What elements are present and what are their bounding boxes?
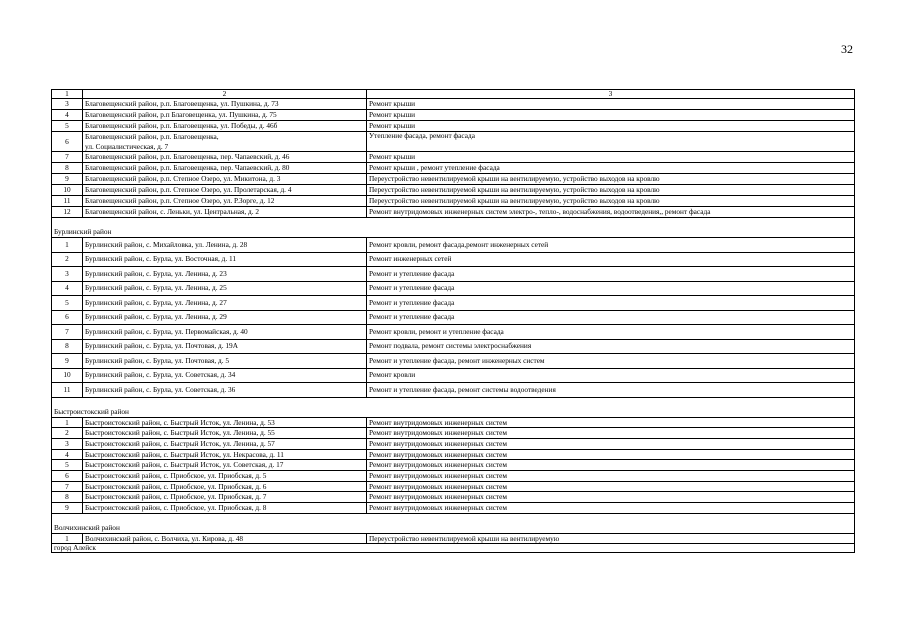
- row-address: Благовещенский район, р.п. Степное Озеро, ул. Р.Зорге, д. 12: [83, 196, 367, 207]
- row-number: 1: [52, 238, 83, 253]
- section-spacer: [52, 218, 855, 228]
- table-row: [52, 503, 855, 514]
- row-work: Ремонт инженерных сетей: [367, 252, 855, 267]
- section-spacer: [52, 397, 855, 407]
- section-title: Бурлинский район: [52, 227, 855, 238]
- row-number: 12: [52, 207, 83, 218]
- row-number: 3: [52, 438, 83, 449]
- row-address-line-1: Благовещенский район, р.п. Благовещенка,: [85, 132, 219, 142]
- row-address: Бурлинский район, с. Бурла, ул. Ленина, д. 29: [83, 310, 367, 325]
- table-row: [52, 281, 855, 296]
- row-work: Ремонт кровли, ремонт и утепление фасада: [367, 325, 855, 340]
- table-row: [52, 121, 855, 132]
- row-work: Ремонт внутридомовых инженерных систем: [367, 417, 855, 428]
- section-title: Волчихинский район: [52, 523, 855, 534]
- row-work: Ремонт и утепление фасада, ремонт инженерных систем: [367, 354, 855, 369]
- table-row: [52, 132, 855, 152]
- table-row: [52, 163, 855, 174]
- table-row: [52, 238, 855, 253]
- table-row: [52, 533, 855, 544]
- row-number: 6: [52, 470, 83, 481]
- row-address: Быстроистокский район, с. Приобское, ул. Приобская, д. 6: [83, 481, 367, 492]
- row-address: Бурлинский район, с. Бурла, ул. Почтовая, д. 19А: [83, 339, 367, 354]
- row-number: 11: [52, 196, 83, 207]
- row-number: 5: [52, 296, 83, 311]
- row-address: Бурлинский район, с. Бурла, ул. Советская, д. 34: [83, 368, 367, 383]
- table-row: [52, 110, 855, 121]
- row-work: Ремонт и утепление фасада: [367, 267, 855, 282]
- table-row: [52, 99, 855, 110]
- row-work: Утепление фасада, ремонт фасада: [367, 132, 855, 152]
- row-number: 11: [52, 383, 83, 398]
- section-spacer: [52, 513, 855, 523]
- row-number: 7: [52, 325, 83, 340]
- row-work: Ремонт внутридомовых инженерных систем: [367, 460, 855, 471]
- row-number: 10: [52, 368, 83, 383]
- row-address: Быстроистокский район, с. Приобское, ул. Приобская, д. 5: [83, 470, 367, 481]
- row-address: [83, 132, 367, 152]
- row-number: 8: [52, 339, 83, 354]
- row-address: Благовещенский район, р.п. Благовещенка, пер. Чапаевский, д. 80: [83, 163, 367, 174]
- table-row: [52, 267, 855, 282]
- row-work: Ремонт и утепление фасада: [367, 296, 855, 311]
- row-number: 5: [52, 121, 83, 132]
- row-number: 8: [52, 492, 83, 503]
- table-row: [52, 449, 855, 460]
- row-work: Ремонт внутридомовых инженерных систем: [367, 428, 855, 439]
- table-row: [52, 492, 855, 503]
- row-number: 5: [52, 460, 83, 471]
- row-work: Ремонт крыши: [367, 99, 855, 110]
- row-work: Ремонт внутридомовых инженерных систем: [367, 438, 855, 449]
- table-row: [52, 470, 855, 481]
- table-row: [52, 460, 855, 471]
- section-title: Быстроистокский район: [52, 407, 855, 418]
- row-work: Ремонт кровли, ремонт фасада,ремонт инженерных сетей: [367, 238, 855, 253]
- row-address: Быстроистокский район, с. Быстрый Исток, ул. Ленина, д. 57: [83, 438, 367, 449]
- table-row: [52, 296, 855, 311]
- row-work: Переустройство невентилируемой крыши на вентилируемую, устройство выходов на кровлю: [367, 196, 855, 207]
- row-address: Быстроистокский район, с. Быстрый Исток, ул. Советская, д. 17: [83, 460, 367, 471]
- row-number: 4: [52, 281, 83, 296]
- row-number: 6: [52, 132, 83, 152]
- row-work: Переустройство невентилируемой крыши на вентилируемую, устройство выходов на кровлю: [367, 174, 855, 185]
- header-col-3: 3: [367, 90, 855, 99]
- table-row: [52, 428, 855, 439]
- table-row: [52, 481, 855, 492]
- row-address: Быстроистокский район, с. Быстрый Исток, ул. Ленина, д. 53: [83, 417, 367, 428]
- table-row: [52, 252, 855, 267]
- section-title-row: [52, 544, 855, 553]
- row-address: Быстроистокский район, с. Быстрый Исток, ул. Некрасова, д. 11: [83, 449, 367, 460]
- section-spacer-row: [52, 218, 855, 228]
- section-spacer-row: [52, 397, 855, 407]
- header-col-1: 1: [52, 90, 83, 99]
- section-title-row: [52, 407, 855, 418]
- row-address: Быстроистокский район, с. Приобское, ул. Приобская, д. 8: [83, 503, 367, 514]
- row-work: Ремонт крыши: [367, 110, 855, 121]
- section-spacer-row: [52, 513, 855, 523]
- row-work: Ремонт и утепление фасада: [367, 310, 855, 325]
- row-address-line-2: ул. Социалистическая, д. 7: [85, 141, 169, 151]
- row-address: Благовещенский район, р.п. Благовещенка, ул. Победы, д. 46б: [83, 121, 367, 132]
- row-number: 2: [52, 252, 83, 267]
- row-number: 4: [52, 449, 83, 460]
- row-work: Ремонт внутридомовых инженерных систем: [367, 503, 855, 514]
- row-number: 9: [52, 354, 83, 369]
- row-work: Ремонт внутридомовых инженерных систем: [367, 492, 855, 503]
- row-address: Быстроистокский район, с. Приобское, ул. Приобская, д. 7: [83, 492, 367, 503]
- row-work: Переустройство невентилируемой крыши на вентилируемую, устройство выходов на кровлю: [367, 185, 855, 196]
- row-work: Ремонт внутридомовых инженерных систем: [367, 470, 855, 481]
- row-number: 8: [52, 163, 83, 174]
- row-address: Благовещенский район, р.п. Степное Озеро, ул. Пролетарская, д. 4: [83, 185, 367, 196]
- row-number: 3: [52, 267, 83, 282]
- row-work: Ремонт подвала, ремонт системы электроснабжения: [367, 339, 855, 354]
- table-row: [52, 325, 855, 340]
- header-col-2: 2: [83, 90, 367, 99]
- row-address: Бурлинский район, с. Бурла, ул. Ленина, д. 23: [83, 267, 367, 282]
- table-row: [52, 196, 855, 207]
- row-address: Благовещенский район, с. Леньки, ул. Центральная, д. 2: [83, 207, 367, 218]
- row-number: 1: [52, 417, 83, 428]
- table-row: [52, 310, 855, 325]
- table-row: [52, 207, 855, 218]
- row-address: Благовещенский район, р.п. Благовещенка, ул. Пушкина, д. 73: [83, 99, 367, 110]
- row-address: Бурлинский район, с. Бурла, ул. Почтовая, д. 5: [83, 354, 367, 369]
- table-row: [52, 152, 855, 163]
- row-work: Ремонт и утепление фасада: [367, 281, 855, 296]
- row-address: Благовещенский район, р.п. Степное Озеро, ул. Микитона, д. 3: [83, 174, 367, 185]
- row-address: Благовещенский район, р.п. Благовещенка, пер. Чапаевский, д. 46: [83, 152, 367, 163]
- table-header-row: [52, 90, 855, 99]
- row-number: 7: [52, 152, 83, 163]
- table-row: [52, 185, 855, 196]
- section-title-row: [52, 227, 855, 238]
- row-work: Ремонт крыши: [367, 152, 855, 163]
- table-row: [52, 383, 855, 398]
- row-address: Бурлинский район, с. Бурла, ул. Ленина, д. 25: [83, 281, 367, 296]
- row-address: Бурлинский район, с. Бурла, ул. Восточная, д. 11: [83, 252, 367, 267]
- row-work: Ремонт крыши: [367, 121, 855, 132]
- row-number: 9: [52, 174, 83, 185]
- page-number: 32: [841, 42, 853, 56]
- table-row: [52, 417, 855, 428]
- row-address: Благовещенский район, р.п Благовещенка, ул. Пушкина, д. 75: [83, 110, 367, 121]
- section-title: город Алейск: [52, 544, 855, 553]
- row-number: 2: [52, 428, 83, 439]
- row-number: 6: [52, 310, 83, 325]
- row-address: Бурлинский район, с. Бурла, ул. Советская, д. 36: [83, 383, 367, 398]
- row-number: 7: [52, 481, 83, 492]
- row-address: Бурлинский район, с. Бурла, ул. Ленина, д. 27: [83, 296, 367, 311]
- table-row: [52, 339, 855, 354]
- repair-table: [51, 89, 855, 553]
- table-row: [52, 354, 855, 369]
- table-row: [52, 438, 855, 449]
- row-work: Переустройство невентилируемой крыши на вентилируемую: [367, 533, 855, 544]
- row-number: 1: [52, 533, 83, 544]
- row-address: Волчихинский район, с. Волчиха, ул. Кирова, д. 48: [83, 533, 367, 544]
- row-number: 4: [52, 110, 83, 121]
- row-work: Ремонт кровли: [367, 368, 855, 383]
- section-title-row: [52, 523, 855, 534]
- row-work: Ремонт внутридомовых инженерных систем: [367, 449, 855, 460]
- table-row: [52, 174, 855, 185]
- row-number: 9: [52, 503, 83, 514]
- row-work: Ремонт внутридомовых инженерных систем: [367, 481, 855, 492]
- row-work: Ремонт внутридомовых инженерных систем электро-, тепло-, водоснабжения, водоотведения,, ремонт фасада: [367, 207, 855, 218]
- row-number: 10: [52, 185, 83, 196]
- row-address: Бурлинский район, с. Бурла, ул. Первомайская, д. 40: [83, 325, 367, 340]
- row-work: Ремонт и утепление фасада, ремонт системы водоотведения: [367, 383, 855, 398]
- row-address: Быстроистокский район, с. Быстрый Исток, ул. Ленина, д. 55: [83, 428, 367, 439]
- row-address: Бурлинский район, с. Михайловка, ул. Ленина, д. 28: [83, 238, 367, 253]
- table-row: [52, 368, 855, 383]
- row-work: Ремонт крыши , ремонт утепление фасада: [367, 163, 855, 174]
- row-number: 3: [52, 99, 83, 110]
